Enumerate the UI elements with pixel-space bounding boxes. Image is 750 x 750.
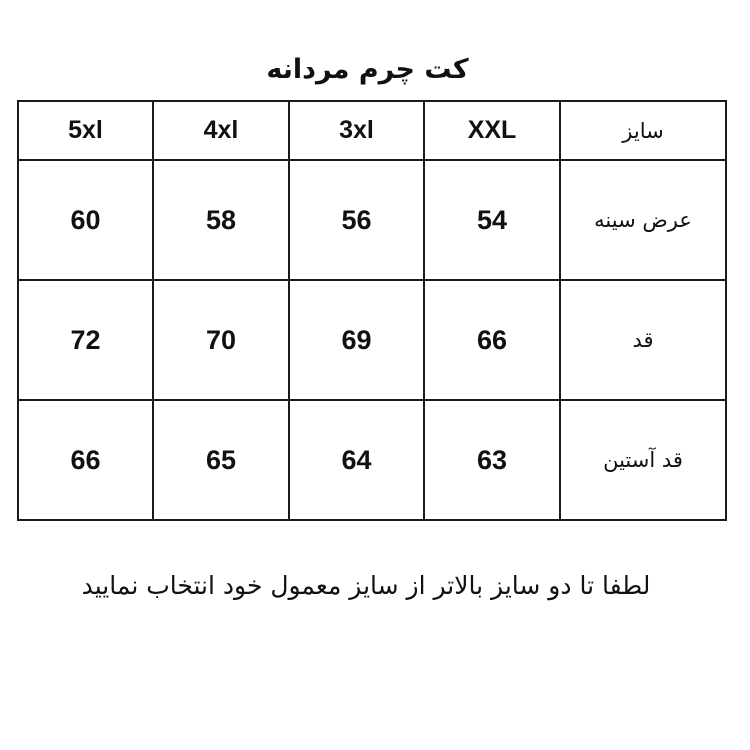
chest-width-xxl: 54: [424, 160, 560, 280]
size-chart-table: [17, 100, 727, 521]
header-size-3xl: 3xl: [289, 101, 424, 160]
length-4xl: 70: [153, 280, 289, 400]
sleeve-length-label: قد آستین: [560, 400, 726, 520]
length-xxl: 66: [424, 280, 560, 400]
sleeve-length-xxl: 63: [424, 400, 560, 520]
page-title: کت چرم مردانه: [266, 54, 469, 85]
chest-width-5xl: 60: [18, 160, 153, 280]
chest-width-label: عرض سینه: [560, 160, 726, 280]
sleeve-length-3xl: 64: [289, 400, 424, 520]
length-label: قد: [560, 280, 726, 400]
table-row: [18, 280, 726, 400]
chest-width-4xl: 58: [153, 160, 289, 280]
sleeve-length-4xl: 65: [153, 400, 289, 520]
length-5xl: 72: [18, 280, 153, 400]
header-size-label: سایز: [560, 101, 726, 160]
header-size-5xl: 5xl: [18, 101, 153, 160]
sizing-note: لطفا تا دو سایز بالاتر از سایز معمول خود انتخاب نمایید: [81, 571, 651, 600]
table-row: [18, 400, 726, 520]
length-3xl: 69: [289, 280, 424, 400]
sleeve-length-5xl: 66: [18, 400, 153, 520]
header-size-4xl: 4xl: [153, 101, 289, 160]
chest-width-3xl: 56: [289, 160, 424, 280]
header-size-xxl: XXL: [424, 101, 560, 160]
table-header-row: [18, 101, 726, 160]
table-row: [18, 160, 726, 280]
